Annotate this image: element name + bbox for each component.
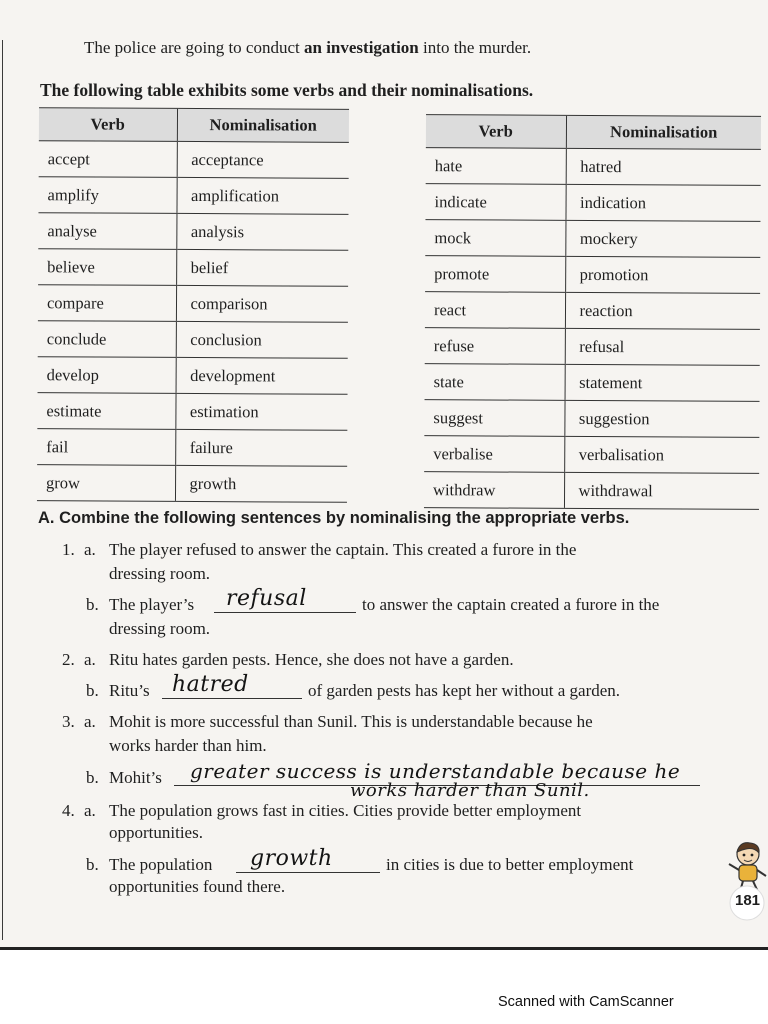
- item-4a-line2: opportunities.: [109, 823, 203, 842]
- nominalisation-cell: reaction: [565, 292, 760, 329]
- item-1b-line2: dressing room.: [109, 619, 211, 638]
- nominalisation-cell: comparison: [176, 285, 348, 322]
- page-left-edge: [2, 40, 3, 940]
- nominalisation-cell: belief: [176, 249, 348, 286]
- nominalisation-cell: statement: [565, 364, 760, 401]
- nominalisation-cell: development: [176, 357, 348, 394]
- handwritten-answer: refusal: [226, 586, 307, 611]
- handwritten-answer: hatred: [172, 672, 249, 697]
- verb-cell: fail: [37, 429, 175, 466]
- item-1a-line1: The player refused to answer the captain. This created a furore in the: [109, 540, 577, 559]
- table-intro: The following table exhibits some verbs and their nominalisations.: [40, 80, 534, 100]
- verb-cell: amplify: [38, 177, 176, 214]
- verb-header: Verb: [426, 115, 566, 149]
- verb-cell: accept: [39, 141, 177, 178]
- nominalisation-cell: acceptance: [177, 141, 349, 178]
- page-number: 181: [735, 892, 761, 909]
- handwritten-answer-continued: works harder than Sunil.: [350, 780, 590, 801]
- verb-cell: analyse: [38, 213, 176, 250]
- handwritten-answer: growth: [250, 846, 333, 871]
- nominalisation-cell: withdrawal: [564, 472, 759, 509]
- verb-header: Verb: [39, 108, 177, 142]
- table-header-row: [39, 108, 349, 143]
- nominalisation-cell: mockery: [565, 220, 760, 257]
- item-2b-suffix: of garden pests has kept her without a garden.: [308, 681, 621, 700]
- item-number: 2.: [62, 650, 75, 669]
- table-row: [38, 213, 348, 251]
- top-sentence-end: into the murder.: [418, 38, 532, 57]
- item-part-label: b.: [86, 768, 99, 787]
- item-part-label: b.: [86, 855, 99, 874]
- nominalisation-header: Nominalisation: [566, 115, 761, 149]
- item-4a-line1: The population grows fast in cities. Cities provide better employment: [109, 801, 582, 820]
- verb-cell: estimate: [37, 393, 175, 430]
- table-row: [38, 177, 348, 215]
- table-row: [425, 256, 760, 294]
- verb-cell: react: [425, 292, 565, 329]
- verb-cell: promote: [425, 256, 565, 293]
- verb-cell: hate: [426, 148, 566, 185]
- nominalisation-cell: conclusion: [176, 321, 348, 358]
- nominalisation-cell: amplification: [176, 177, 348, 214]
- item-4b-prefix: The population: [109, 855, 213, 874]
- verb-cell: suggest: [424, 400, 564, 437]
- table-row: [37, 393, 347, 431]
- table-row: [39, 141, 349, 179]
- nominalisation-cell: hatred: [566, 148, 761, 185]
- nominalisation-cell: failure: [175, 429, 347, 466]
- item-number: 4.: [62, 801, 75, 820]
- item-3a-line1: Mohit is more successful than Sunil. This is understandable because he: [109, 712, 593, 731]
- nominalisation-cell: verbalisation: [564, 436, 759, 473]
- scanner-footer: Scanned with CamScanner: [498, 994, 674, 1010]
- table-row: [38, 285, 348, 323]
- verb-cell: indicate: [425, 184, 565, 221]
- table-row: [424, 400, 759, 438]
- item-3a-line2: works harder than him.: [109, 736, 267, 755]
- table-row: [37, 465, 347, 503]
- table-row: [38, 321, 348, 359]
- nominalisation-cell: analysis: [176, 213, 348, 250]
- nominalisation-table-right: [424, 114, 761, 510]
- exercise-heading: A. Combine the following sentences by nominalising the appropriate verbs.: [38, 509, 630, 527]
- verb-cell: state: [425, 364, 565, 401]
- table-row: [424, 436, 759, 474]
- table-row: [425, 184, 760, 222]
- item-part-label: b.: [86, 595, 99, 614]
- item-part-label: a.: [84, 801, 96, 820]
- handwritten-answer: greater success is understandable because he: [190, 759, 681, 783]
- nominalisation-table-left: [37, 107, 349, 503]
- table-row: [424, 472, 759, 510]
- verb-cell: refuse: [425, 328, 565, 365]
- item-part-label: a.: [84, 540, 96, 559]
- nominalisation-cell: promotion: [565, 256, 760, 293]
- verb-cell: withdraw: [424, 472, 564, 509]
- item-1b-suffix: to answer the captain created a furore in the: [362, 595, 660, 614]
- verb-cell: mock: [425, 220, 565, 257]
- table-row: [38, 357, 348, 395]
- nominalisation-cell: indication: [565, 184, 760, 221]
- top-sentence-start: The police are going to conduct: [84, 38, 304, 57]
- verb-cell: conclude: [38, 321, 176, 358]
- verb-cell: grow: [37, 465, 175, 502]
- nominalisation-cell: suggestion: [564, 400, 759, 437]
- table-row: [425, 364, 760, 402]
- item-number: 1.: [62, 540, 75, 559]
- item-number: 3.: [62, 712, 75, 731]
- page-bottom-edge: [0, 947, 768, 950]
- top-sentence-bold: an investigation: [303, 38, 419, 57]
- table-row: [38, 249, 348, 287]
- item-4b-suffix: in cities is due to better employment: [386, 855, 634, 874]
- verb-cell: verbalise: [424, 436, 564, 473]
- table-row: [425, 328, 760, 366]
- item-2a-line1: Ritu hates garden pests. Hence, she does not have a garden.: [109, 650, 514, 669]
- nominalisation-cell: refusal: [565, 328, 760, 365]
- nominalisation-header: Nominalisation: [177, 108, 349, 142]
- table-row: [426, 148, 761, 186]
- item-3b-prefix: Mohit’s: [109, 768, 162, 787]
- table-row: [425, 292, 760, 330]
- table-row: [425, 220, 760, 258]
- top-sentence: [84, 38, 531, 58]
- item-part-label: b.: [86, 681, 99, 700]
- verb-cell: compare: [38, 285, 176, 322]
- item-1b-prefix: The player’s: [109, 595, 195, 614]
- table-header-row: [426, 115, 761, 150]
- item-part-label: a.: [84, 712, 96, 731]
- item-2b-prefix: Ritu’s: [109, 681, 150, 700]
- item-4b-line2: opportunities found there.: [109, 877, 286, 896]
- nominalisation-cell: estimation: [175, 393, 347, 430]
- item-part-label: a.: [84, 650, 96, 669]
- table-row: [37, 429, 347, 467]
- item-1a-line2: dressing room.: [109, 564, 211, 583]
- nominalisation-cell: growth: [175, 465, 347, 502]
- verb-cell: believe: [38, 249, 176, 286]
- verb-cell: develop: [38, 357, 176, 394]
